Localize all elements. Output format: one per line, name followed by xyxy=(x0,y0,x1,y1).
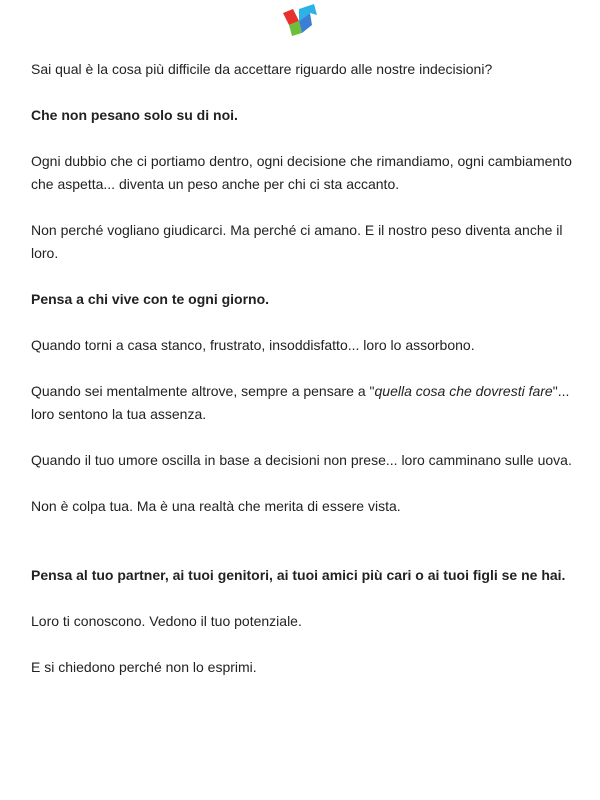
paragraph-absent-italic: quella cosa che dovresti fare xyxy=(374,383,553,399)
logo-header xyxy=(0,0,600,43)
newsletter-body xyxy=(31,58,581,702)
paragraph-mood: Quando il tuo umore oscilla in base a decisioni non prese... loro camminano sulle uova. xyxy=(31,452,572,468)
colorful-cube-logo-icon xyxy=(280,3,320,37)
paragraph-bold-partner: Pensa al tuo partner, ai tuoi genitori, ai tuoi amici più cari o ai tuoi figli se ne hai. xyxy=(31,567,566,583)
paragraph-bold-answer: Che non pesano solo su di noi. xyxy=(31,107,238,123)
paragraph-love: Non perché vogliano giudicarci. Ma perché ci amano. E il nostro peso diventa anche il loro. xyxy=(31,222,563,261)
paragraph-absent-after: "... loro sentono la tua assenza. xyxy=(31,383,570,422)
paragraph-not-your-fault: Non è colpa tua. Ma è una realtà che merita di essere vista. xyxy=(31,498,401,514)
paragraph-absent xyxy=(31,380,581,426)
paragraph-express: E si chiedono perché non lo esprimi. xyxy=(31,659,257,675)
paragraph-intro-question: Sai qual è la cosa più difficile da accettare riguardo alle nostre indecisioni? xyxy=(31,61,493,77)
paragraph-tired: Quando torni a casa stanco, frustrato, insoddisfatto... loro lo assorbono. xyxy=(31,337,475,353)
paragraph-doubts: Ogni dubbio che ci portiamo dentro, ogni decisione che rimandiamo, ogni cambiamento che aspetta... diventa un peso anche per chi ci sta accanto. xyxy=(31,153,572,192)
paragraph-bold-daily: Pensa a chi vive con te ogni giorno. xyxy=(31,291,270,307)
paragraph-absent-before: Quando sei mentalmente altrove, sempre a pensare a " xyxy=(31,383,375,399)
paragraph-potential: Loro ti conoscono. Vedono il tuo potenziale. xyxy=(31,613,302,629)
